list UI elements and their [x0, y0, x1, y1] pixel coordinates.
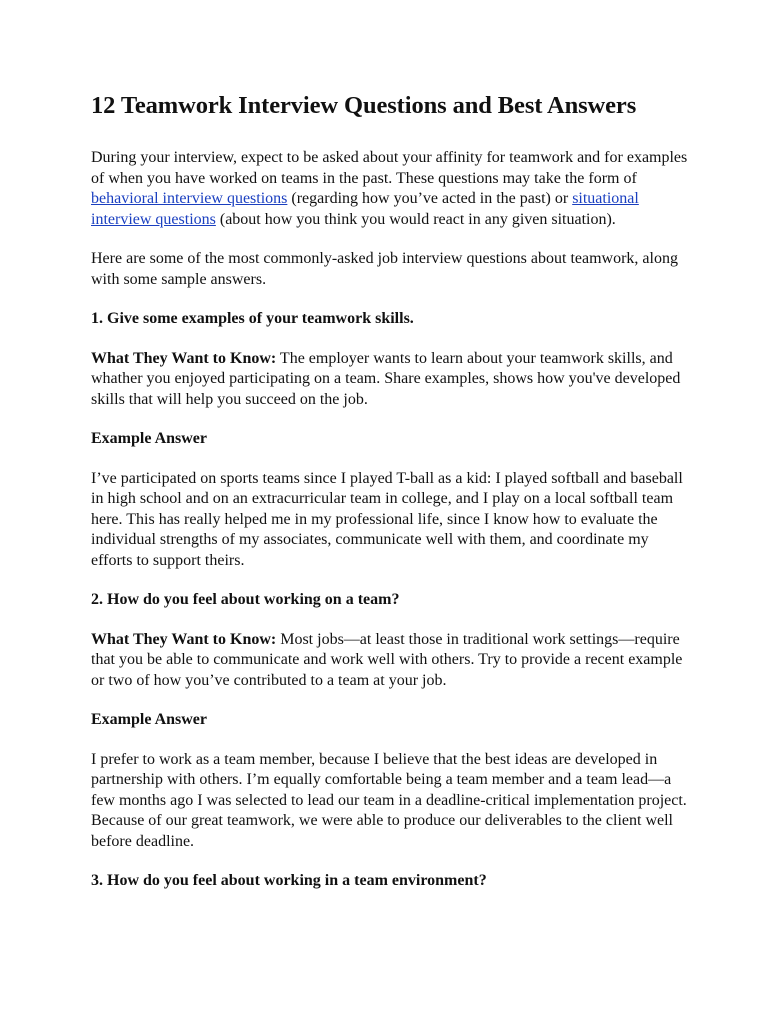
question-2-want-paragraph	[91, 630, 691, 692]
question-1-example-answer: I’ve participated on sports teams since I played T-ball as a kid: I played softball and baseball in high school and on an extracurricular team in college, and I play on a local softball team here. This has really helped me in my professional life, since I know how to evaluate the individual strengths of my associates, communicate well with them, and coordinate my efforts to support theirs.	[91, 469, 683, 569]
question-1-want-text: The employer wants to learn about your teamwork skills, and whather you enjoyed participating on a team. Share examples, shows how you've developed skills that will help you succeed on the job.	[91, 349, 681, 408]
question-2-want-label: What They Want to Know:	[91, 630, 277, 648]
intro-text-1: During your interview, expect to be asked about your affinity for teamwork and for examples of when you have worked on teams in the past. These questions may take the form of	[91, 149, 688, 187]
intro-text-3: (about how you think you would react in any given situation).	[215, 210, 616, 228]
question-2-want-text: Most jobs—at least those in traditional work settings—require that you be able to communicate and work well with others. Try to provide a recent example or two of how you’ve contributed to a team at your job.	[91, 630, 683, 689]
question-2-example-answer: I prefer to work as a team member, because I believe that the best ideas are developed in partnership with others. I’m equally comfortable being a team member and a team lead—a few months ago I was selected to lead our team in a deadline-critical implementation project. Because of our great teamwork, we were able to produce our deliverables to the client well before deadline.	[91, 750, 687, 850]
document-body	[91, 90, 691, 911]
question-1-heading: 1. Give some examples of your teamwork skills.	[91, 310, 414, 327]
behavioral-questions-link[interactable]: behavioral interview questions	[91, 190, 288, 207]
intro-text-2: (regarding how you’ve acted in the past) or	[287, 190, 573, 207]
intro-paragraph-2: Here are some of the most commonly-asked job interview questions about teamwork, along with some sample answers.	[91, 250, 678, 288]
question-3-heading: 3. How do you feel about working in a team environment?	[91, 872, 487, 889]
question-1-want-label: What They Want to Know:	[91, 349, 277, 367]
question-2-example-label: Example Answer	[91, 711, 207, 728]
situational-questions-link[interactable]: situational interview questions	[91, 190, 639, 228]
page-title: 12 Teamwork Interview Questions and Best Answers	[91, 92, 637, 119]
question-2-heading: 2. How do you feel about working on a team?	[91, 591, 400, 608]
question-1-example-label: Example Answer	[91, 430, 207, 447]
intro-paragraph	[91, 148, 691, 230]
question-1-want-paragraph	[91, 349, 691, 411]
